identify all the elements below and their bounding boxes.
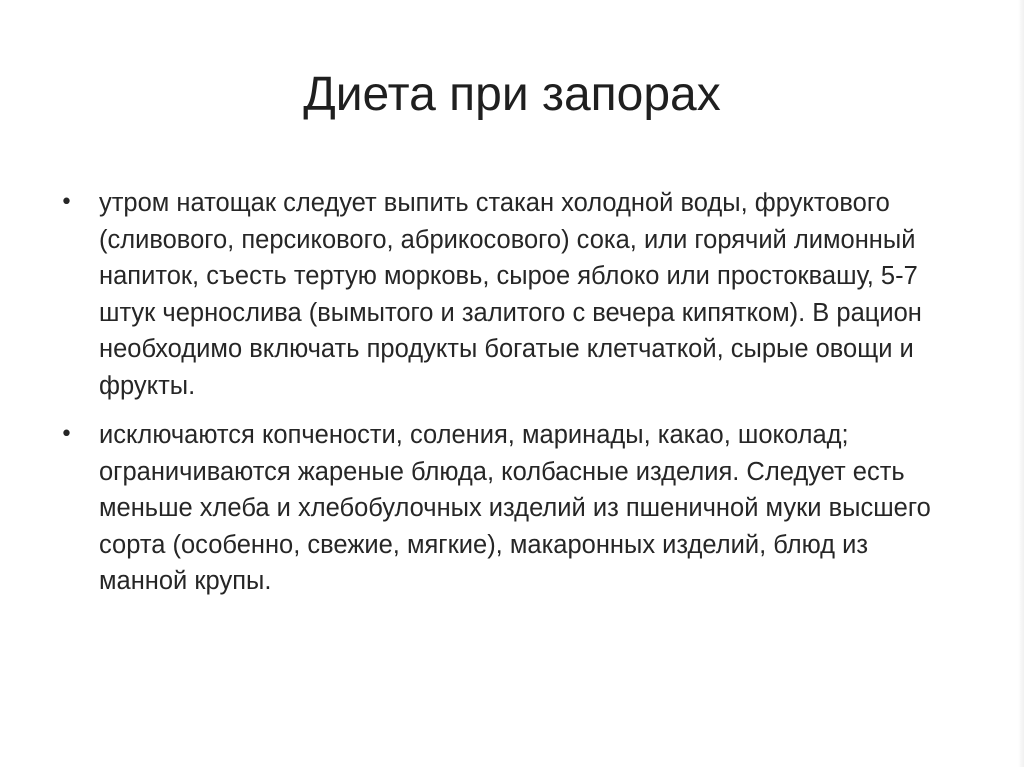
bullet-item-1 (60, 185, 960, 404)
slide-title: Диета при запорах (303, 68, 721, 121)
bullet-list (60, 185, 960, 613)
bullet-marker-icon: • (60, 190, 73, 215)
bullet-item-2 (60, 417, 960, 600)
slide-edge-shadow (1018, 0, 1024, 767)
bullet-text-2: исключаются копчености, соления, маринады, какао, шоколад; ограничиваются жареные блюда, колбасные изделия. Следует есть меньше хлеба и хлебобулочных изделий из пшеничной муки высшего сорта (особенно, свежие, мягкие), макаронных изделий, блюд из манной крупы. (99, 421, 931, 595)
bullet-text-1: утром натощак следует выпить стакан холодной воды, фруктового (сливового, персикового, абрикосового) сока, или горячий лимонный напиток, съесть тертую морковь, сырое яблоко или простоквашу, 5-7 штук чернослива (вымытого и залитого с вечера кипятком). В рацион необходимо включать продукты богатые клетчаткой, сырые овощи и фрукты. (99, 189, 922, 400)
bullet-marker-icon: • (60, 422, 73, 447)
